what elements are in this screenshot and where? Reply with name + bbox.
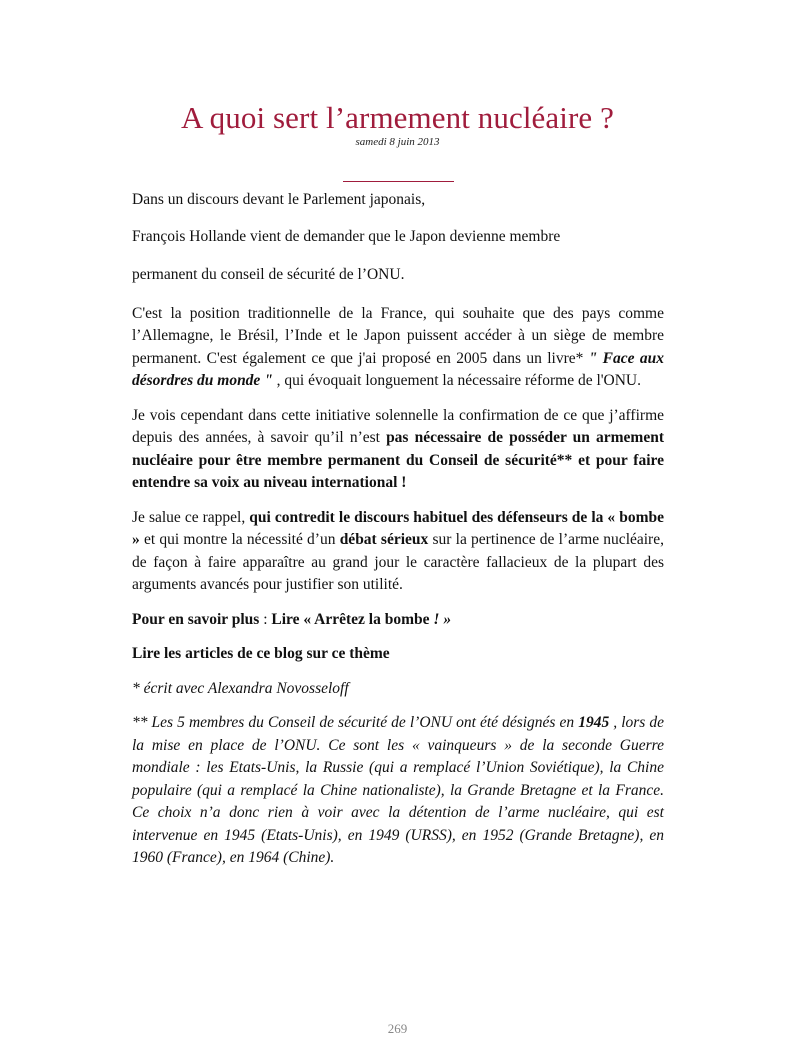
read-more-link[interactable]: Lire « Arrêtez la bombe ! » bbox=[271, 610, 452, 628]
footnote-2: ** Les 5 membres du Conseil de sécurité de l’ONU ont été désignés en 1945 , lors de la mise en place de l’ONU. Ce sont les « vainqueurs » de la seconde Guerre mondiale : les Etats-Unis, la Russie (qui a remplacé l’Union Soviétique), la Chine populaire (qui a remplacé la Chine nationaliste), la Grande Bretagne et la France. Ce choix n’a donc rien à voir avec la détention de l’arme nucléaire, qui est intervenue en 1945 (Etats-Unis), en 1949 (URSS), en 1952 (Grande Bretagne), en 1960 (France), en 1964 (Chine). bbox=[132, 714, 664, 866]
paragraph-6: Je salue ce rappel, qui contredit le discours habituel des défenseurs de la « bombe » et qui montre la nécessité d’un débat sérieux sur la pertinence de l’arme nucléaire, de façon à faire apparaître au grand jour le caractère fallacieux de la plupart des arguments avancés pour justifier son utilité. bbox=[132, 508, 664, 593]
article-date: samedi 8 juin 2013 bbox=[355, 136, 440, 148]
article-title: A quoi sert l’armement nucléaire ? bbox=[181, 100, 614, 135]
paragraph-2: François Hollande vient de demander que le Japon devienne membre bbox=[132, 227, 561, 245]
read-more-line: Pour en savoir plus : Lire « Arrêtez la bombe ! » bbox=[132, 610, 452, 628]
bold-statement: pas nécessaire de posséder un armement nucléaire pour être membre permanent du Conseil de sécurité** et pour faire entendre sa voix au niveau international ! bbox=[132, 429, 664, 491]
paragraph-5: Je vois cependant dans cette initiative solennelle la confirmation de ce que j’affirme depuis des années, à savoir qu’il n’est pas nécessaire de posséder un armement nucléaire pour être membre permanent du Conseil de sécurité** et pour faire entendre sa voix au niveau international ! bbox=[132, 406, 664, 491]
paragraph-3: permanent du conseil de sécurité de l’ONU. bbox=[132, 266, 405, 283]
article-body bbox=[132, 189, 664, 882]
page-number: 269 bbox=[387, 1021, 408, 1036]
paragraph-4: C'est la position traditionnelle de la France, qui souhaite que des pays comme l’Allemagne, le Brésil, l’Inde et le Japon puissent accéder à un siège de membre permanent. C'est également ce que j'ai proposé en 2005 dans un livre* " Face aux désordres du monde " , qui évoquait longuement la nécessaire réforme de l'ONU. bbox=[132, 304, 664, 389]
title-divider bbox=[343, 181, 454, 182]
footnote-1: * écrit avec Alexandra Novosseloff bbox=[132, 679, 349, 697]
book-title: " Face aux désordres du monde " bbox=[132, 349, 664, 389]
blog-articles-link[interactable]: Lire les articles de ce blog sur ce thème bbox=[132, 645, 390, 662]
paragraph-1: Dans un discours devant le Parlement japonais, bbox=[132, 191, 426, 208]
